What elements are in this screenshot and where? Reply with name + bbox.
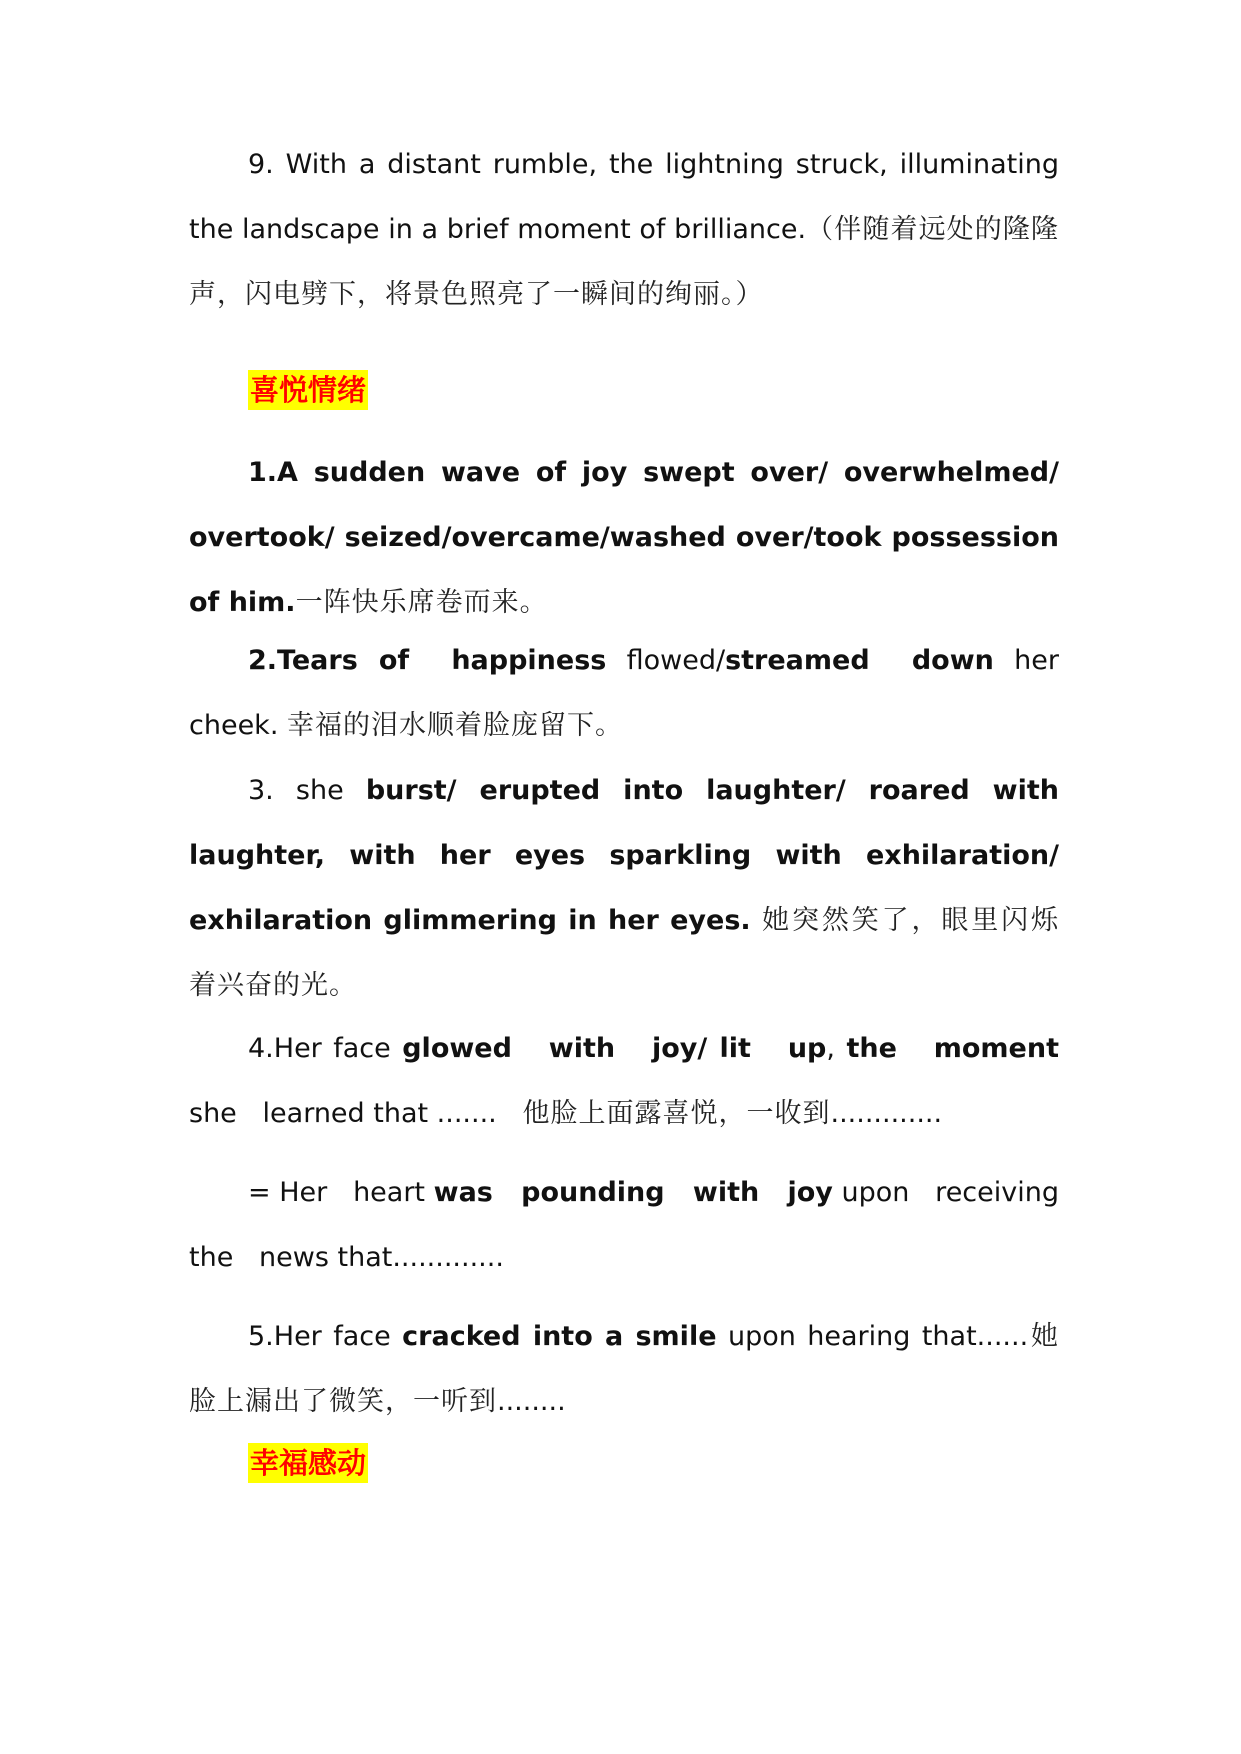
paragraph-9-chinese: （伴随着远处的隆隆声，闪电劈下，将景色照亮了一瞬间的绚丽。） [189, 214, 1059, 310]
item-2 [189, 628, 1068, 758]
item-4-alternative [189, 1160, 1085, 1290]
item-3-text-a: 3. she [248, 775, 366, 806]
item-1-chinese: 一阵快乐席卷而来。 [295, 587, 548, 618]
item-4 [189, 1016, 1068, 1146]
item-4b-text-a: = Her heart [248, 1177, 434, 1208]
item-1 [189, 440, 1059, 635]
item-5-text-a: 5.Her face [248, 1321, 403, 1352]
item-4-text-f: ............. [830, 1098, 943, 1129]
item-4-chinese: 他脸上面露喜悦，一收到 [522, 1098, 831, 1129]
item-4-bold-b: glowed with joy/ lit up [402, 1033, 827, 1064]
item-3-chinese: 她突然笑了，眼里闪烁着兴奋的光。 [189, 905, 1059, 1001]
item-5-text-c: upon hearing that...... [716, 1321, 1029, 1352]
item-2-bold-c: streamed down [725, 645, 994, 676]
item-4b-text-c: upon receiving the news that............. [189, 1177, 1085, 1273]
item-1-bold: 1.A sudden wave of joy swept over/ overwhelmed/ overtook/ seized/overcame/washed over/took possession of him. [189, 457, 1059, 618]
item-5-chinese: 她脸上漏出了微笑，一听到 [189, 1321, 1060, 1417]
item-2-bold-a: 2.Tears of happiness [248, 645, 607, 676]
section-heading-happiness: 幸福感动 [248, 1443, 368, 1483]
item-4-text-e: she learned that ....... [189, 1033, 1068, 1129]
paragraph-9-english: 9. With a distant rumble, the lightning struck, illuminating the landscape in a brief moment of brilliance. [189, 149, 1068, 245]
item-5-text-d: ........ [497, 1386, 566, 1417]
item-2-text-b: flowed/ [606, 645, 726, 676]
item-3 [189, 758, 1059, 1018]
item-4b-bold-b: was pounding with joy [433, 1177, 833, 1208]
item-4-bold-d: the moment [846, 1033, 1059, 1064]
item-3-text-c [1059, 840, 1068, 871]
paragraph-9 [189, 132, 1068, 327]
item-4-text-c: , [826, 1033, 847, 1064]
item-5 [189, 1304, 1059, 1434]
item-3-bold-d: exhilaration glimmering in her eyes. [189, 905, 751, 936]
item-2-chinese: 幸福的泪水顺着脸庞留下。 [286, 710, 623, 741]
item-4-text-a: 4.Her face [248, 1033, 403, 1064]
item-3-bold-b: burst/ erupted into laughter/ roared with laughter, with her eyes sparkling with exhilaration/ [189, 775, 1059, 871]
section-heading-joy: 喜悦情绪 [248, 370, 368, 410]
item-5-bold-b: cracked into a smile [402, 1321, 717, 1352]
item-2-text-d: her cheek. [189, 645, 1068, 741]
